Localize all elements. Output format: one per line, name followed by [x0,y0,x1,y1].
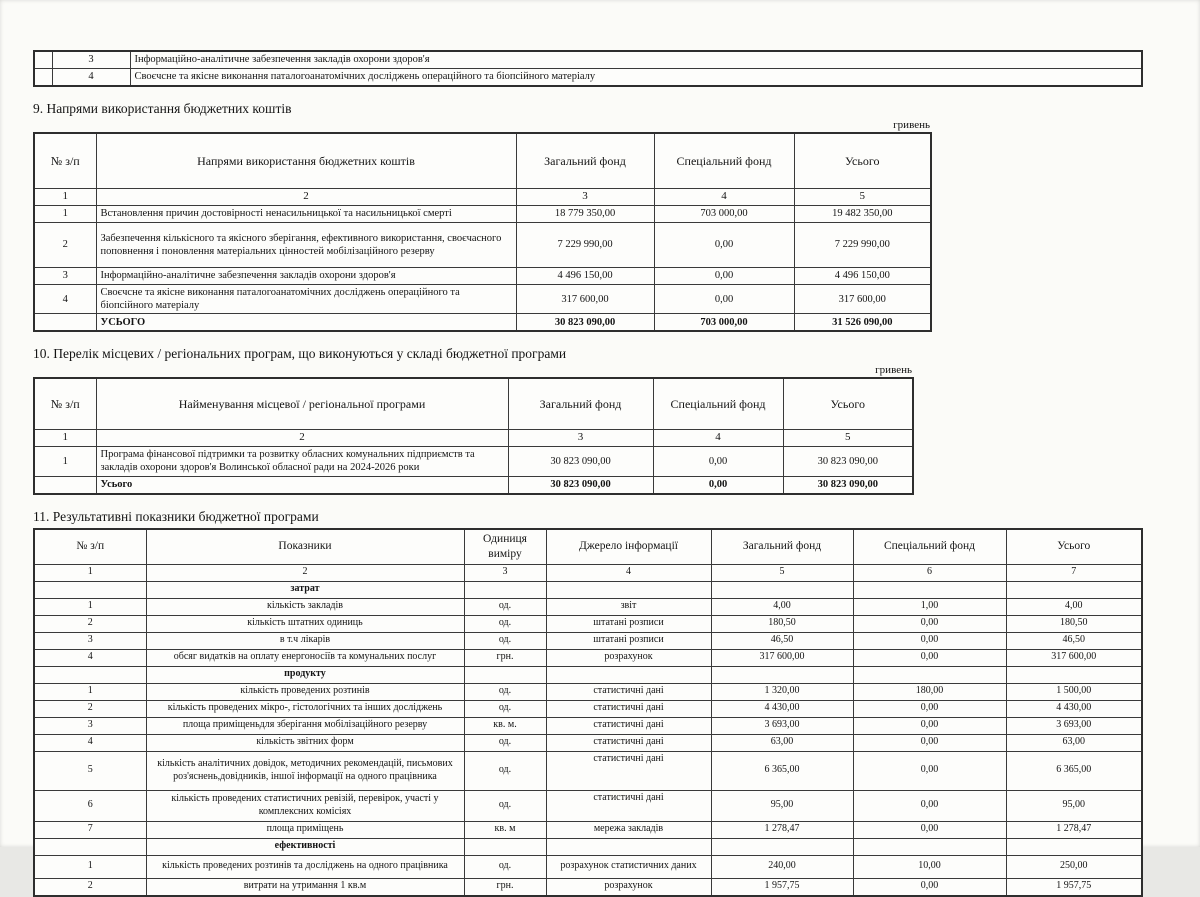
unit: кв. м [464,821,546,838]
colnum-row [34,430,913,447]
table-row [34,790,1142,821]
colnum: 5 [794,189,931,206]
table-row [34,649,1142,666]
total-value: 46,50 [1006,632,1142,649]
header-row [34,529,1142,565]
group-label: ефективності [146,838,464,855]
colnum: 4 [653,430,783,447]
source: статистичні дані [546,751,711,790]
source: штатані розписи [546,632,711,649]
currency-label: гривень [875,364,912,377]
row-number: 6 [34,790,146,821]
group-header-row [34,838,1142,855]
row-number: 1 [34,206,96,223]
special-fund-value: 0,00 [853,790,1006,821]
unit: грн. [464,649,546,666]
special-fund-value: 0,00 [853,632,1006,649]
table-row [34,821,1142,838]
unit: од. [464,790,546,821]
empty-cell [853,838,1006,855]
group-label: затрат [146,581,464,598]
source: розрахунок [546,649,711,666]
special-fund-value: 0,00 [853,821,1006,838]
row-text: Своєчсне та якісне виконання паталогоанатомічних досліджень операційного та біопсійного матеріалу [130,69,1142,87]
empty-cell [34,51,52,69]
special-fund-value: 10,00 [853,855,1006,878]
colnum: 2 [146,564,464,581]
empty-cell [34,838,146,855]
total-value: 4,00 [1006,598,1142,615]
source: розрахунок статистичних даних [546,855,711,878]
colnum: 2 [96,189,516,206]
indicator-name: кількість аналітичних довідок, методичних рекомендацій, письмових роз'яснень,довідників, іншої інформації на одного працівника [146,751,464,790]
source: розрахунок [546,878,711,896]
source: статистичні дані [546,683,711,700]
empty-cell [546,666,711,683]
general-fund-value: 30 823 090,00 [508,447,653,476]
source: звіт [546,598,711,615]
row-number: 2 [34,615,146,632]
row-number: 1 [34,447,96,476]
col-header-total: Усього [794,133,931,189]
unit: од. [464,598,546,615]
special-fund-total: 0,00 [653,476,783,494]
empty-cell [853,581,1006,598]
empty-cell [34,69,52,87]
row-number: 1 [34,855,146,878]
row-number: 3 [34,268,96,285]
row-number: 3 [34,632,146,649]
special-fund-value: 0,00 [853,878,1006,896]
col-header-general: Загальний фонд [516,133,654,189]
colnum: 3 [516,189,654,206]
row-number: 1 [34,598,146,615]
header-row [34,378,913,430]
source: статистичні дані [546,734,711,751]
colnum: 3 [464,564,546,581]
special-fund-value: 0,00 [853,751,1006,790]
total-value: 180,50 [1006,615,1142,632]
general-fund-value: 1 320,00 [711,683,853,700]
col-header-source: Джерело інформації [546,529,711,565]
total-value: 317 600,00 [794,285,931,314]
general-fund-value: 240,00 [711,855,853,878]
total-value: 7 229 990,00 [794,223,931,268]
section10-title: 10. Перелік місцевих / регіональних програм, що виконуються у складі бюджетної програми [33,346,567,362]
general-fund-value: 18 779 350,00 [516,206,654,223]
colnum: 4 [654,189,794,206]
empty-cell [711,666,853,683]
colnum-row [34,189,931,206]
unit: од. [464,700,546,717]
col-header-num: № з/п [34,529,146,565]
special-fund-value: 0,00 [853,717,1006,734]
special-fund-value: 0,00 [654,223,794,268]
direction-name: Встановлення причин достовірності ненасильницької та насильницької смерті [96,206,516,223]
total-label: УСЬОГО [96,314,516,332]
grand-total: 30 823 090,00 [783,476,913,494]
empty-cell [34,314,96,332]
general-fund-value: 63,00 [711,734,853,751]
program-name: Програма фінансової підтримки та розвитку обласних комунальних підприємств та закладів охорони здоров'я Волинської обласної ради на 2024-2026 роки [96,447,508,476]
row-text: Інформаційно-аналітичне забезпечення закладів охорони здоров'я [130,51,1142,69]
section9-title: 9. Напрями використання бюджетних коштів [33,101,292,116]
col-header-num: № з/п [34,378,96,430]
section10-table [33,377,914,494]
direction-name: Інформаційно-аналітичне забезпечення закладів охорони здоров'я [96,268,516,285]
table-row [34,285,931,314]
row-number: 2 [34,878,146,896]
special-fund-value: 0,00 [853,615,1006,632]
row-number: 2 [34,223,96,268]
indicator-name: кількість проведених розтинів [146,683,464,700]
empty-cell [34,666,146,683]
empty-cell [464,838,546,855]
total-row [34,476,913,494]
row-number: 5 [34,751,146,790]
row-number: 3 [34,717,146,734]
colnum: 7 [1006,564,1142,581]
colnum: 6 [853,564,1006,581]
table-row [34,598,1142,615]
colnum: 3 [508,430,653,447]
total-value: 1 278,47 [1006,821,1142,838]
general-fund-value: 180,50 [711,615,853,632]
unit: од. [464,615,546,632]
table-row [34,268,931,285]
colnum: 2 [96,430,508,447]
table-row [34,632,1142,649]
row-number: 3 [52,51,130,69]
special-fund-value: 0,00 [653,447,783,476]
general-fund-value: 4 430,00 [711,700,853,717]
source: статистичні дані [546,790,711,821]
special-fund-value: 0,00 [853,700,1006,717]
row-number: 4 [52,69,130,87]
col-header-special: Спеціальний фонд [853,529,1006,565]
colnum: 4 [546,564,711,581]
indicator-name: витрати на утримання 1 кв.м [146,878,464,896]
section11-title: 11. Результативні показники бюджетної програми [33,508,319,524]
general-fund-total: 30 823 090,00 [508,476,653,494]
general-fund-value: 1 957,75 [711,878,853,896]
general-fund-value: 4 496 150,00 [516,268,654,285]
source: статистичні дані [546,700,711,717]
total-value: 30 823 090,00 [783,447,913,476]
special-fund-value: 0,00 [654,285,794,314]
table-row [34,615,1142,632]
direction-name: Своєчсне та якісне виконання паталогоанатомічних досліджень операційного та біопсійного матеріалу [96,285,516,314]
unit: од. [464,632,546,649]
indicator-name: площа приміщень [146,821,464,838]
unit: од. [464,734,546,751]
special-fund-value: 0,00 [853,649,1006,666]
special-fund-value: 703 000,00 [654,206,794,223]
col-header-general: Загальний фонд [508,378,653,430]
total-value: 63,00 [1006,734,1142,751]
table-row [34,223,931,268]
colnum: 1 [34,189,96,206]
colnum: 1 [34,564,146,581]
table-row [34,447,913,476]
table-row [34,717,1142,734]
section11-table [33,528,1143,897]
source: штатані розписи [546,615,711,632]
unit: од. [464,855,546,878]
section9-table [33,132,932,332]
general-fund-value: 4,00 [711,598,853,615]
empty-cell [1006,581,1142,598]
source: мережа закладів [546,821,711,838]
indicator-name: площа приміщеньдля зберігання мобілізаційного резерву [146,717,464,734]
row-number: 1 [34,683,146,700]
total-row [34,314,931,332]
currency-label: гривень [893,119,930,131]
total-value: 95,00 [1006,790,1142,821]
table-row [34,683,1142,700]
colnum-row [34,564,1142,581]
row-number: 2 [34,700,146,717]
indicator-name: кількість проведених мікро-, гістологічних та інших досліджень [146,700,464,717]
col-header-name: Показники [146,529,464,565]
col-header-special: Спеціальний фонд [654,133,794,189]
general-fund-value: 6 365,00 [711,751,853,790]
col-header-unit: Одиниця виміру [464,529,546,565]
indicator-name: кількість звітних форм [146,734,464,751]
empty-cell [853,666,1006,683]
empty-cell [546,581,711,598]
direction-name: Забезпечення кількісного та якісного зберігання, ефективного використання, своєчасного поповнення і поновлення матеріальних цінностей мобілізаційного резерву [96,223,516,268]
indicator-name: обсяг видатків на оплату енергоносіїв та комунальних послуг [146,649,464,666]
col-header-name: Напрями використання бюджетних коштів [96,133,516,189]
special-fund-value: 1,00 [853,598,1006,615]
header-row [34,133,931,189]
colnum: 1 [34,430,96,447]
col-header-general: Загальний фонд [711,529,853,565]
total-value: 317 600,00 [1006,649,1142,666]
table-row [34,734,1142,751]
table-row [34,700,1142,717]
unit: кв. м. [464,717,546,734]
indicator-name: кількість проведених розтинів та досліджень на одного працівника [146,855,464,878]
total-value: 4 496 150,00 [794,268,931,285]
indicator-name: в т.ч лікарів [146,632,464,649]
row-number: 4 [34,285,96,314]
empty-cell [464,581,546,598]
empty-cell [34,476,96,494]
group-label: продукту [146,666,464,683]
empty-cell [546,838,711,855]
indicator-name: кількість закладів [146,598,464,615]
empty-cell [1006,838,1142,855]
total-value: 6 365,00 [1006,751,1142,790]
general-fund-value: 317 600,00 [711,649,853,666]
special-fund-value: 0,00 [654,268,794,285]
colnum: 5 [711,564,853,581]
total-label: Усього [96,476,508,494]
col-header-total: Усього [1006,529,1142,565]
empty-cell [34,581,146,598]
indicator-name: кількість штатних одиниць [146,615,464,632]
row-number: 4 [34,649,146,666]
group-header-row [34,581,1142,598]
grand-total: 31 526 090,00 [794,314,931,332]
empty-cell [1006,666,1142,683]
table-row [34,206,931,223]
general-fund-value: 1 278,47 [711,821,853,838]
table-row [34,855,1142,878]
total-value: 1 500,00 [1006,683,1142,700]
col-header-total: Усього [783,378,913,430]
table-row [34,69,1142,87]
unit: од. [464,751,546,790]
table-row [34,51,1142,69]
indicator-name: кількість проведених статистичних ревізій, перевірок, участі у комплексних комісіях [146,790,464,821]
top-fragment-table [33,50,1143,87]
general-fund-value: 46,50 [711,632,853,649]
source: статистичні дані [546,717,711,734]
row-number: 7 [34,821,146,838]
unit: грн. [464,878,546,896]
colnum: 5 [783,430,913,447]
general-fund-value: 7 229 990,00 [516,223,654,268]
general-fund-value: 95,00 [711,790,853,821]
table-row [34,878,1142,896]
general-fund-value: 3 693,00 [711,717,853,734]
total-value: 4 430,00 [1006,700,1142,717]
special-fund-total: 703 000,00 [654,314,794,332]
row-number: 4 [34,734,146,751]
special-fund-value: 180,00 [853,683,1006,700]
group-header-row [34,666,1142,683]
total-value: 19 482 350,00 [794,206,931,223]
special-fund-value: 0,00 [853,734,1006,751]
general-fund-value: 317 600,00 [516,285,654,314]
general-fund-total: 30 823 090,00 [516,314,654,332]
unit: од. [464,683,546,700]
total-value: 250,00 [1006,855,1142,878]
table-row [34,751,1142,790]
empty-cell [711,581,853,598]
col-header-num: № з/п [34,133,96,189]
total-value: 1 957,75 [1006,878,1142,896]
empty-cell [711,838,853,855]
empty-cell [464,666,546,683]
total-value: 3 693,00 [1006,717,1142,734]
col-header-special: Спеціальний фонд [653,378,783,430]
col-header-name: Найменування місцевої / регіональної програми [96,378,508,430]
